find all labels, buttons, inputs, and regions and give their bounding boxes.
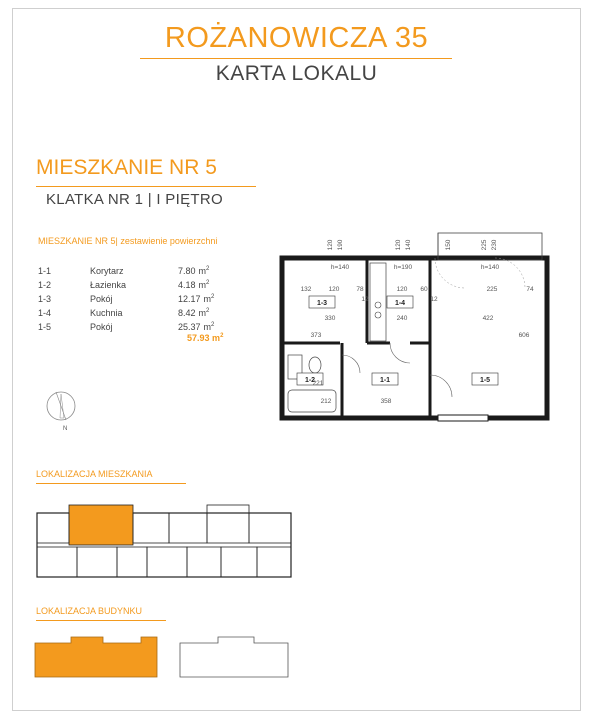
room-area-unit-sup: 2 [211, 294, 215, 300]
total-area-unit-sup: 2 [220, 333, 224, 339]
room-area [178, 266, 209, 276]
dimension-label: 230 [491, 239, 498, 251]
room-area-unit: m [198, 266, 207, 276]
room-label-1-1 [372, 373, 398, 385]
room-name: Kuchnia [90, 308, 123, 318]
room-label-text: 1-1 [379, 377, 391, 384]
compass-label: N [63, 426, 68, 432]
dimension-label: 120 [396, 286, 408, 293]
room-label-1-5 [472, 373, 498, 385]
room-area-unit: m [198, 308, 207, 318]
room-label-text: 1-5 [479, 377, 491, 384]
room-area [178, 294, 214, 304]
dimension-label: 120 [328, 286, 340, 293]
room-label-1-4 [387, 296, 413, 308]
compass-icon [44, 388, 80, 432]
room-name: Łazienka [90, 280, 127, 290]
room-name: Pokój [90, 294, 113, 304]
room-label-text: 1-4 [394, 300, 406, 307]
outer-walls [282, 258, 547, 418]
room-label-1-3 [309, 296, 335, 308]
room-id: 1-2 [38, 280, 52, 290]
dimension-label: 132 [300, 286, 312, 293]
dimension-label: 74 [526, 286, 534, 293]
highlighted-apartment [69, 505, 133, 545]
dimension-label: 12 [430, 296, 438, 303]
room-name: Pokój [90, 322, 113, 332]
room-area-unit-sup: 2 [206, 280, 210, 286]
room-name: Korytarz [90, 266, 124, 276]
dimension-label: h=190 [393, 264, 413, 271]
apartment-divider [36, 186, 256, 187]
room-area-value: 8.42 [178, 308, 196, 318]
dimension-label: 140 [405, 239, 412, 251]
room-area [178, 308, 209, 318]
floor-plan [270, 225, 560, 430]
room-area-unit-sup: 2 [211, 322, 215, 328]
room-area-value: 25.37 [178, 322, 201, 332]
dimension-label: 240 [396, 315, 408, 322]
room-area-value: 12.17 [178, 294, 201, 304]
room-id: 1-5 [38, 322, 52, 332]
dimension-label: 606 [518, 332, 530, 339]
room-area-unit: m [198, 280, 207, 290]
area-table-title: MIESZKANIE NR 5| zestawienie powierzchni [38, 236, 218, 246]
room-area-value: 7.80 [178, 266, 196, 276]
project-title: ROŻANOWICZA 35 [164, 22, 429, 54]
building-location-label: LOKALIZACJA BUDYNKU [36, 606, 143, 616]
dimension-label: 422 [482, 315, 494, 322]
room-area-unit: m [203, 294, 212, 304]
total-area [187, 333, 223, 343]
room-area [178, 280, 209, 290]
dimension-label: 60 [420, 286, 428, 293]
dimension-label: 373 [310, 332, 322, 339]
room-id: 1-3 [38, 294, 52, 304]
dimension-label: 358 [380, 398, 392, 405]
header-divider [140, 58, 452, 59]
room-label-text: 1-3 [316, 300, 328, 307]
dimension-label: 190 [337, 239, 344, 251]
dimension-label: 221 [312, 380, 324, 387]
room-id: 1-1 [38, 266, 52, 276]
building-location-divider [36, 620, 166, 621]
room-area [178, 322, 214, 332]
apartment-heading: MIESZKANIE NR 5 [36, 156, 217, 179]
dimension-label: h=140 [480, 264, 500, 271]
dimension-label: h=140 [330, 264, 350, 271]
apartment-location-divider [36, 483, 186, 484]
dimension-label: 120 [327, 239, 334, 251]
dimension-label: 150 [445, 239, 452, 251]
dimension-label: 12 [361, 296, 369, 303]
total-area-unit: m [212, 333, 221, 343]
room-area-value: 4.18 [178, 280, 196, 290]
room-area-unit-sup: 2 [206, 308, 210, 314]
total-area-value: 57.93 [187, 333, 210, 343]
dimension-label: 225 [486, 286, 498, 293]
dimension-label: 78 [356, 286, 364, 293]
staircase-floor: KLATKA NR 1 | I PIĘTRO [46, 191, 223, 208]
dimension-label: 212 [320, 398, 332, 405]
highlighted-building [33, 633, 163, 683]
room-label-text: 1-2 [304, 377, 316, 384]
room-id: 1-4 [38, 308, 52, 318]
document-subtitle: KARTA LOKALU [215, 62, 378, 85]
dimension-label: 330 [324, 315, 336, 322]
dimension-label: 225 [481, 239, 488, 251]
room-area-unit: m [203, 322, 212, 332]
dimension-label: 120 [395, 239, 402, 251]
other-building [178, 633, 296, 683]
room-area-unit-sup: 2 [206, 266, 210, 272]
apartment-location-label: LOKALIZACJA MIESZKANIA [36, 469, 153, 479]
building-floor-plan-thumbnail [33, 495, 295, 590]
